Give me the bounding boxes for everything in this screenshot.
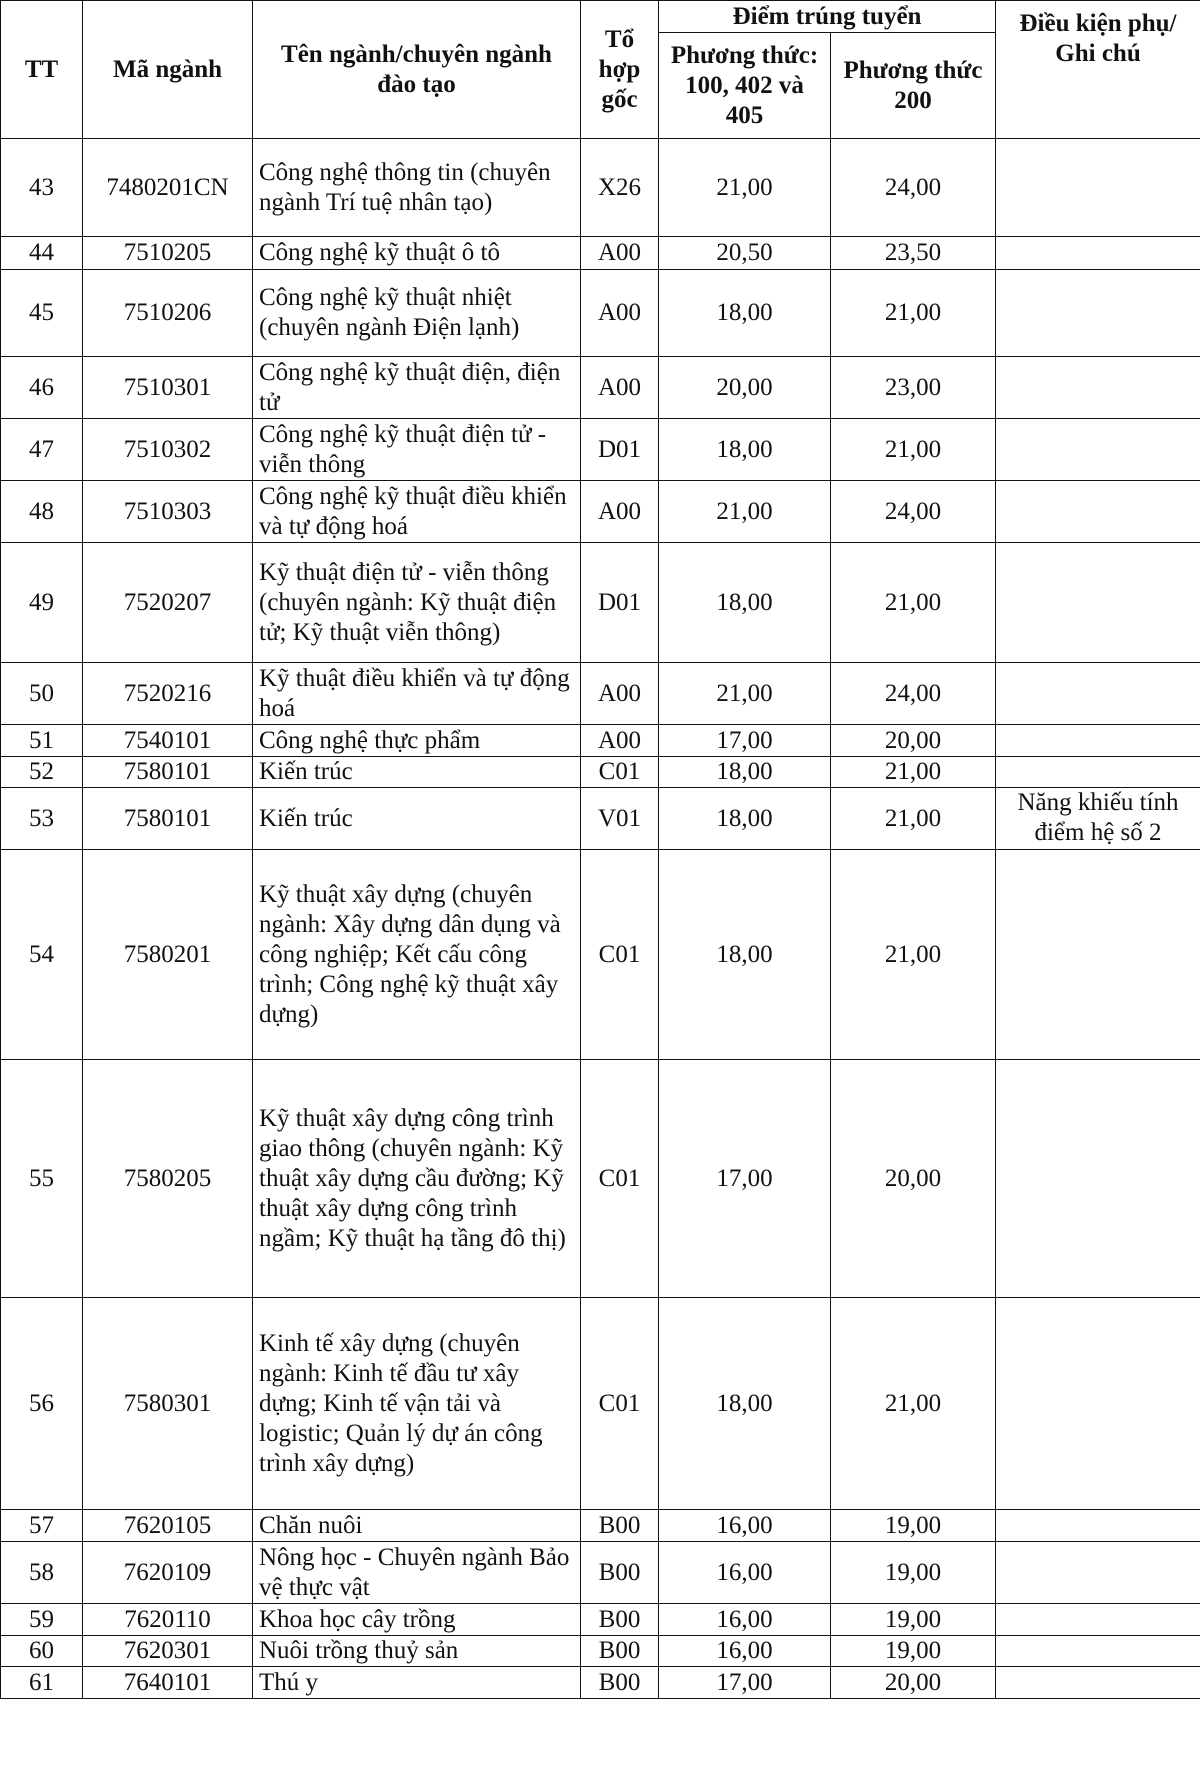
table-row: [1, 237, 1200, 270]
cell-code: 7520207: [83, 543, 253, 663]
cell-combo: C01: [581, 757, 659, 788]
cell-note: [996, 1667, 1200, 1699]
table-row: [1, 850, 1200, 1060]
cell-combo: A00: [581, 237, 659, 270]
cell-note: [996, 1636, 1200, 1667]
cell-score-method-2: 20,00: [831, 1667, 996, 1699]
table-row: [1, 725, 1200, 757]
cell-name: Công nghệ kỹ thuật điện tử - viễn thông: [253, 419, 581, 481]
cell-score-method-1: 18,00: [659, 543, 831, 663]
cell-score-method-1: 18,00: [659, 1298, 831, 1510]
cell-score-method-2: 21,00: [831, 419, 996, 481]
cell-code: 7620109: [83, 1542, 253, 1604]
header-tt: TT: [1, 1, 83, 139]
cell-code: 7580301: [83, 1298, 253, 1510]
cell-note: [996, 757, 1200, 788]
cell-code: 7480201CN: [83, 139, 253, 237]
cell-name: Công nghệ thông tin (chuyên ngành Trí tuệ nhân tạo): [253, 139, 581, 237]
cell-tt: 52: [1, 757, 83, 788]
cell-code: 7510303: [83, 481, 253, 543]
table-row: [1, 481, 1200, 543]
cell-score-method-2: 19,00: [831, 1542, 996, 1604]
cell-combo: A00: [581, 663, 659, 725]
cell-code: 7580201: [83, 850, 253, 1060]
cell-name: Kỹ thuật xây dựng (chuyên ngành: Xây dựng dân dụng và công nghiệp; Kết cấu công trình; Công nghệ kỹ thuật xây dựng): [253, 850, 581, 1060]
cell-name: Công nghệ kỹ thuật nhiệt (chuyên ngành Điện lạnh): [253, 270, 581, 357]
cell-name: Thú y: [253, 1667, 581, 1699]
table-row: [1, 270, 1200, 357]
table-row: [1, 357, 1200, 419]
table-row: [1, 1667, 1200, 1699]
cell-note: [996, 1298, 1200, 1510]
header-note: Điều kiện phụ/ Ghi chú: [996, 1, 1200, 139]
cell-tt: 43: [1, 139, 83, 237]
cell-score-method-1: 21,00: [659, 481, 831, 543]
cell-code: 7510205: [83, 237, 253, 270]
cell-name: Công nghệ thực phẩm: [253, 725, 581, 757]
cell-score-method-2: 21,00: [831, 1298, 996, 1510]
cell-combo: B00: [581, 1604, 659, 1636]
table-row: [1, 543, 1200, 663]
header-combo: Tổ hợp gốc: [581, 1, 659, 139]
cell-combo: B00: [581, 1667, 659, 1699]
cell-combo: C01: [581, 850, 659, 1060]
cell-score-method-1: 17,00: [659, 1667, 831, 1699]
cell-note: [996, 663, 1200, 725]
cell-score-method-2: 21,00: [831, 788, 996, 850]
cell-name: Kiến trúc: [253, 757, 581, 788]
cell-score-method-1: 20,50: [659, 237, 831, 270]
cell-note: Năng khiếu tính điểm hệ số 2: [996, 788, 1200, 850]
cell-note: [996, 1510, 1200, 1542]
cell-combo: A00: [581, 270, 659, 357]
cell-note: [996, 357, 1200, 419]
cell-name: Nông học - Chuyên ngành Bảo vệ thực vật: [253, 1542, 581, 1604]
table-row: [1, 1060, 1200, 1298]
cell-score-method-2: 23,00: [831, 357, 996, 419]
cell-note: [996, 543, 1200, 663]
cell-name: Kỹ thuật điện tử - viễn thông (chuyên ngành: Kỹ thuật điện tử; Kỹ thuật viễn thông): [253, 543, 581, 663]
cell-note: [996, 1604, 1200, 1636]
cell-combo: D01: [581, 543, 659, 663]
cell-combo: A00: [581, 481, 659, 543]
cell-note: [996, 481, 1200, 543]
cell-name: Kinh tế xây dựng (chuyên ngành: Kinh tế đầu tư xây dựng; Kinh tế vận tải và logistic; Quản lý dự án công trình xây dựng): [253, 1298, 581, 1510]
header-score-method-2: Phương thức 200: [831, 33, 996, 139]
cell-score-method-2: 24,00: [831, 663, 996, 725]
cell-tt: 51: [1, 725, 83, 757]
cell-code: 7510206: [83, 270, 253, 357]
header-row-top: [1, 1, 1200, 33]
table-row: [1, 1636, 1200, 1667]
cell-tt: 49: [1, 543, 83, 663]
cell-name: Công nghệ kỹ thuật ô tô: [253, 237, 581, 270]
cell-code: 7620110: [83, 1604, 253, 1636]
cell-tt: 44: [1, 237, 83, 270]
cell-score-method-1: 16,00: [659, 1510, 831, 1542]
cell-name: Công nghệ kỹ thuật điều khiển và tự động hoá: [253, 481, 581, 543]
cell-combo: C01: [581, 1298, 659, 1510]
cell-combo: V01: [581, 788, 659, 850]
cell-note: [996, 270, 1200, 357]
table-row: [1, 1298, 1200, 1510]
table-row: [1, 419, 1200, 481]
cell-note: [996, 725, 1200, 757]
cell-note: [996, 237, 1200, 270]
table-row: [1, 1604, 1200, 1636]
cell-tt: 50: [1, 663, 83, 725]
cell-combo: D01: [581, 419, 659, 481]
table-row: [1, 1510, 1200, 1542]
cell-combo: A00: [581, 357, 659, 419]
cell-score-method-1: 17,00: [659, 725, 831, 757]
cell-code: 7580101: [83, 757, 253, 788]
cell-name: Kỹ thuật điều khiển và tự động hoá: [253, 663, 581, 725]
cell-score-method-1: 18,00: [659, 419, 831, 481]
cell-name: Kiến trúc: [253, 788, 581, 850]
cell-score-method-1: 18,00: [659, 850, 831, 1060]
cell-score-method-2: 19,00: [831, 1510, 996, 1542]
cell-note: [996, 1542, 1200, 1604]
table-row: [1, 139, 1200, 237]
cell-code: 7620301: [83, 1636, 253, 1667]
cell-code: 7620105: [83, 1510, 253, 1542]
cell-score-method-1: 16,00: [659, 1604, 831, 1636]
table-row: [1, 757, 1200, 788]
cell-score-method-2: 21,00: [831, 850, 996, 1060]
cell-score-method-1: 18,00: [659, 757, 831, 788]
cell-score-method-1: 18,00: [659, 270, 831, 357]
table-row: [1, 788, 1200, 850]
cell-combo: C01: [581, 1060, 659, 1298]
cell-tt: 53: [1, 788, 83, 850]
cell-note: [996, 419, 1200, 481]
cell-score-method-2: 20,00: [831, 725, 996, 757]
cell-tt: 58: [1, 1542, 83, 1604]
cell-combo: B00: [581, 1510, 659, 1542]
cell-score-method-2: 24,00: [831, 481, 996, 543]
cell-score-method-1: 20,00: [659, 357, 831, 419]
cell-combo: A00: [581, 725, 659, 757]
cell-score-method-1: 18,00: [659, 788, 831, 850]
cell-score-method-2: 21,00: [831, 757, 996, 788]
cell-score-method-2: 23,50: [831, 237, 996, 270]
header-code: Mã ngành: [83, 1, 253, 139]
cell-code: 7640101: [83, 1667, 253, 1699]
cell-tt: 59: [1, 1604, 83, 1636]
cell-tt: 54: [1, 850, 83, 1060]
cell-score-method-1: 21,00: [659, 139, 831, 237]
header-name: Tên ngành/chuyên ngành đào tạo: [253, 1, 581, 139]
cell-tt: 45: [1, 270, 83, 357]
cell-score-method-1: 16,00: [659, 1542, 831, 1604]
cell-combo: B00: [581, 1636, 659, 1667]
cell-score-method-1: 21,00: [659, 663, 831, 725]
cell-tt: 56: [1, 1298, 83, 1510]
cell-code: 7580205: [83, 1060, 253, 1298]
cell-combo: X26: [581, 139, 659, 237]
header-score-group: Điểm trúng tuyển: [659, 1, 996, 33]
cell-code: 7520216: [83, 663, 253, 725]
cell-name: Công nghệ kỹ thuật điện, điện tử: [253, 357, 581, 419]
cell-score-method-2: 19,00: [831, 1636, 996, 1667]
cell-score-method-2: 21,00: [831, 543, 996, 663]
cell-score-method-1: 17,00: [659, 1060, 831, 1298]
cell-tt: 55: [1, 1060, 83, 1298]
cell-note: [996, 1060, 1200, 1298]
cell-code: 7580101: [83, 788, 253, 850]
cell-name: Chăn nuôi: [253, 1510, 581, 1542]
cell-tt: 47: [1, 419, 83, 481]
cell-name: Nuôi trồng thuỷ sản: [253, 1636, 581, 1667]
table-row: [1, 1542, 1200, 1604]
cell-code: 7510301: [83, 357, 253, 419]
cell-code: 7510302: [83, 419, 253, 481]
cell-tt: 61: [1, 1667, 83, 1699]
cell-score-method-2: 21,00: [831, 270, 996, 357]
cell-tt: 60: [1, 1636, 83, 1667]
table-body: [1, 139, 1200, 1699]
cell-score-method-2: 24,00: [831, 139, 996, 237]
cell-code: 7540101: [83, 725, 253, 757]
header-score-method-1: Phương thức: 100, 402 và 405: [659, 33, 831, 139]
cell-note: [996, 850, 1200, 1060]
cell-tt: 48: [1, 481, 83, 543]
cell-name: Kỹ thuật xây dựng công trình giao thông (chuyên ngành: Kỹ thuật xây dựng cầu đường; Kỹ thuật xây dựng công trình ngầm; Kỹ thuật hạ tầng đô thị): [253, 1060, 581, 1298]
cell-note: [996, 139, 1200, 237]
cell-tt: 57: [1, 1510, 83, 1542]
cell-tt: 46: [1, 357, 83, 419]
cell-score-method-2: 20,00: [831, 1060, 996, 1298]
cell-name: Khoa học cây trồng: [253, 1604, 581, 1636]
cell-score-method-2: 19,00: [831, 1604, 996, 1636]
table-row: [1, 663, 1200, 725]
cell-score-method-1: 16,00: [659, 1636, 831, 1667]
cell-combo: B00: [581, 1542, 659, 1604]
